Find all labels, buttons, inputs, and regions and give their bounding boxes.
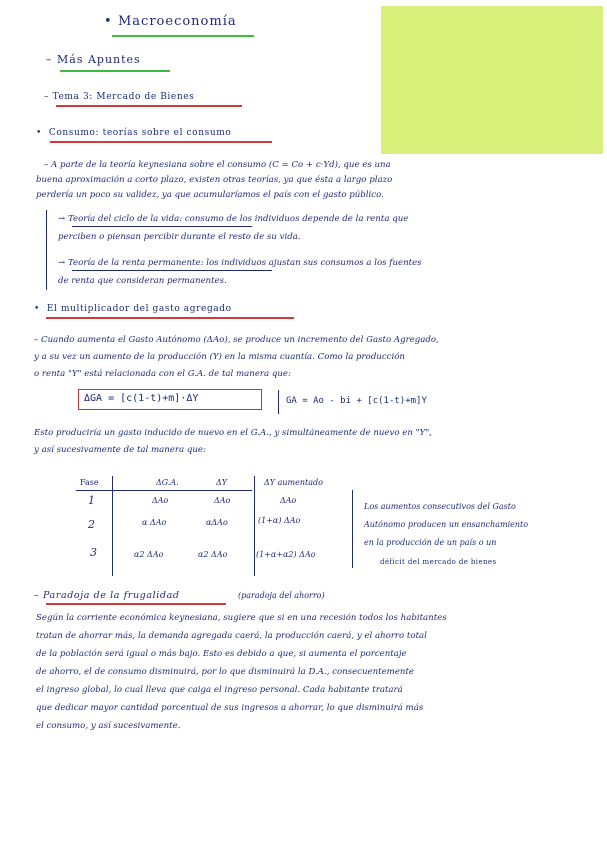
bracket-line [46, 210, 47, 290]
table-row-ga: α2 ΔAo [134, 550, 164, 559]
section3-line: de ahorro, el de consumo disminuirá, por lo que disminuirá la D.A., consecuentemente [36, 667, 414, 677]
table-header-acc: ΔY aumentado [264, 478, 323, 487]
section2-underline [46, 317, 294, 319]
table-row-y: αΔAo [206, 518, 228, 527]
formula-right: GA = Ao - bi + [c(1-t)+m]Y [286, 396, 427, 406]
theory-item: → Teoría de la renta permanente: los individuos ajustan sus consumos a los fuentes [58, 258, 422, 268]
table-row-fase: 3 [90, 546, 97, 559]
page-title: Macroeconomía [118, 14, 237, 29]
theory-underline [72, 270, 272, 271]
table-col-rule [254, 476, 255, 576]
side-note-line: déficit del mercado de bienes [380, 558, 497, 566]
bullet-icon: • [104, 14, 113, 29]
table-header-y: ΔY [216, 478, 228, 487]
theory-underline [72, 226, 252, 227]
side-note-line: Los aumentos consecutivos del Gasto [364, 502, 516, 511]
section1-line: buena aproximación a corto plazo, existen otras teorías, ya que ésta a largo plazo [36, 175, 393, 185]
section3-line: el ingreso global, lo cual lleva que caiga el ingreso personal. Cada habitante tratará [36, 685, 403, 695]
section2-line: y así sucesivamente de tal manera que: [34, 445, 206, 455]
section2-line: Esto produciría un gasto inducido de nuevo en el G.A., y simultáneamente de nuevo en "Y", [34, 428, 432, 438]
section2-line: y a su vez un aumento de la producción (Y) en la misma cuantía. Como la producción [34, 352, 405, 362]
table-row-acc: (1+α) ΔAo [258, 516, 301, 525]
side-note-rule [352, 490, 353, 568]
table-row-fase: 1 [88, 494, 95, 507]
section3-line: de la población será igual o más bajo. Esto es debido a que, si aumenta el porcentaje [36, 649, 407, 659]
formula-divider [278, 390, 279, 414]
table-row-y: ΔAo [214, 496, 231, 505]
table-row-ga: ΔAo [152, 496, 169, 505]
table-col-rule [112, 476, 113, 576]
title-underline [112, 35, 254, 37]
section1-line: – A parte de la teoría keynesiana sobre el consumo (C = Co + c·Yd), que es una [44, 160, 391, 170]
section3-underline [46, 603, 226, 605]
theory-item-cont: perciben o piensan percibir durante el resto de su vida. [58, 232, 301, 242]
section3-heading: – Paradoja de la frugalidad [34, 590, 180, 601]
table-header-ga: ΔG.A. [156, 478, 179, 487]
table-row-acc: ΔAo [280, 496, 297, 505]
table-header-fase: Fase [80, 478, 99, 487]
section2-line: o renta "Y" está relacionada con el G.A. de tal manera que: [34, 369, 291, 379]
section1-heading: • Consumo: teorías sobre el consumo [36, 128, 232, 138]
subtitle-underline [60, 70, 170, 72]
section3-heading-note: (paradoja del ahorro) [238, 591, 325, 600]
topic-underline [56, 105, 242, 107]
theory-item: → Teoría del ciclo de la vida: consumo de los individuos depende de la renta que [58, 214, 409, 224]
side-note-line: Autónomo producen un ensanchamiento [364, 520, 529, 529]
section1-line: perdería un poco su validez, ya que acumularíamos el país con el gasto público. [36, 190, 384, 200]
table-header-rule [76, 490, 252, 491]
section1-underline [50, 141, 272, 143]
section3-line: que dedicar mayor cantidad porcentual de sus ingresos a ahorrar, lo que disminuirá más [36, 703, 424, 713]
section3-line: tratan de ahorrar más, la demanda agregada caerá, la producción caerá, y el ahorro total [36, 631, 427, 641]
table-row-acc: (1+α+α2) ΔAo [256, 550, 316, 559]
formula-left: ΔGA = [c(1-t)+m]·ΔY [84, 393, 199, 404]
side-note-line: en la producción de un país o un [364, 538, 497, 547]
table-row-y: α2 ΔAo [198, 550, 228, 559]
topic-title: – Tema 3: Mercado de Bienes [44, 92, 195, 102]
table-row-ga: α ΔAo [142, 518, 167, 527]
section3-line: Según la corriente económica keynesiana, sugiere que si en una recesión todos los habitantes [36, 613, 447, 623]
section2-line: – Cuando aumenta el Gasto Autónomo (ΔAo), se produce un incremento del Gasto Agregado, [34, 335, 439, 345]
sticky-note [381, 6, 603, 154]
section3-line: el consumo, y así sucesivamente. [36, 721, 181, 731]
theory-item-cont: de renta que consideran permanentes. [58, 276, 227, 286]
table-row-fase: 2 [88, 518, 95, 531]
subtitle: – Más Apuntes [46, 53, 141, 66]
section2-heading: • El multiplicador del gasto agregado [34, 304, 232, 314]
